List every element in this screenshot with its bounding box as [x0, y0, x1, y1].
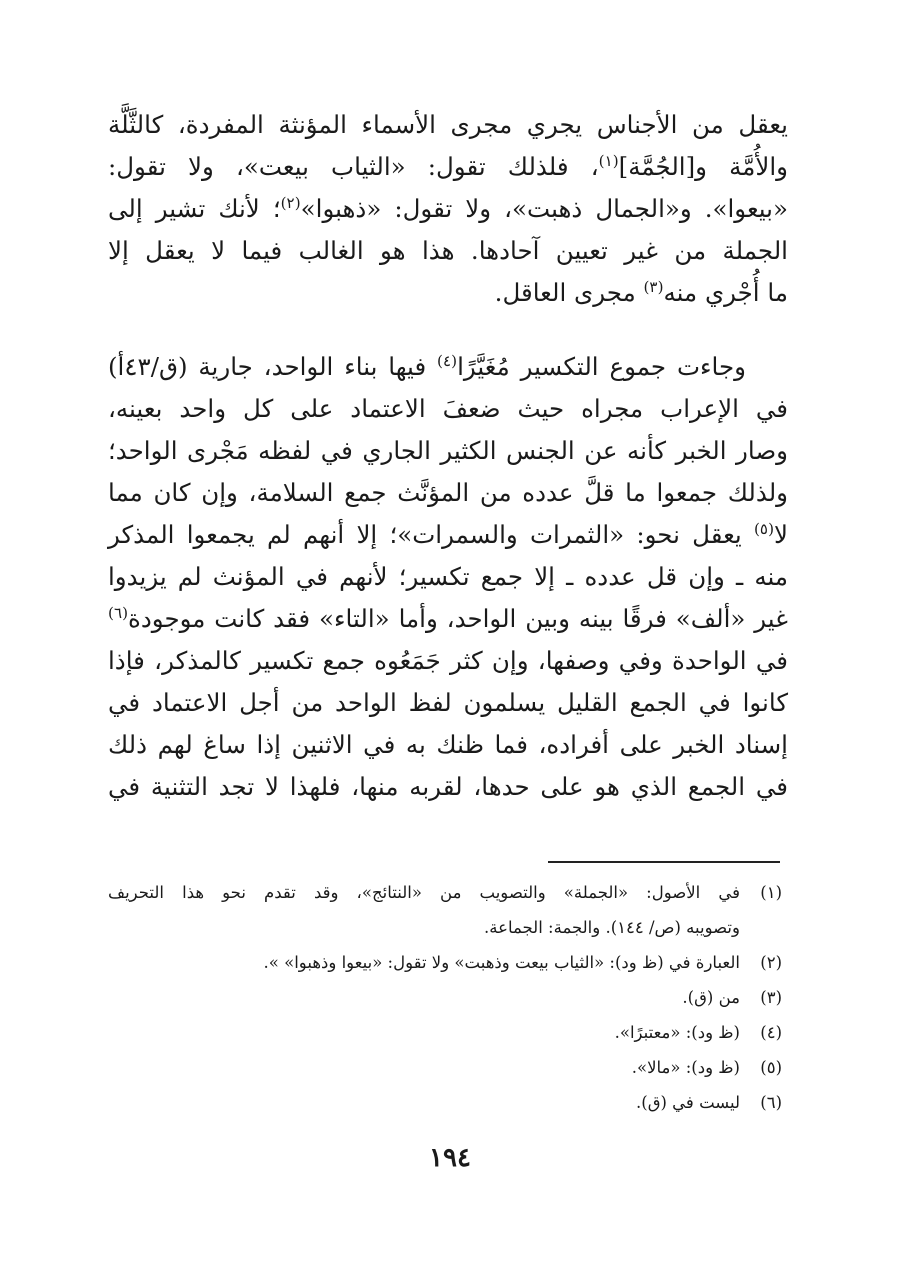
text-line: الجملة من غير تعيين آحادها. هذا هو الغالب فيما لا يعقل إلا — [108, 236, 788, 265]
footnote-number: (١) — [760, 883, 782, 902]
text-line: ما أُجْري منه$^{(٣)}$ مجرى العاقل. — [494, 277, 788, 307]
text-line: يعقل من الأجناس يجري مجرى الأسماء المؤنثة المفردة، كالثَّلَّة — [108, 110, 788, 139]
footnote-number: (٢) — [760, 953, 782, 972]
text-line: في الواحدة وفي وصفها، وإن كثر جَمَعُوه جمع تكسير كالمذكر، فإذا — [108, 646, 788, 675]
footnote-ref: (١) — [598, 151, 619, 170]
paragraph-2 — [108, 346, 788, 808]
footnote-ref: (٤) — [437, 351, 458, 370]
footnote-ref: (٢) — [280, 193, 301, 212]
text-line: لا$^{(٥)}$ يعقل نحو: «الثمرات والسمرات»؛ إلا أنهم لم يجمعوا المذكر — [108, 519, 788, 549]
footnote-text: (ظ ود): «معتبرًا». — [614, 1023, 740, 1042]
footnote-text: (ظ ود): «مالا». — [631, 1058, 740, 1077]
text-line: في الإعراب مجراه حيث ضعفَ الاعتماد على كل واحد بعينه، — [108, 394, 788, 423]
page-number: ١٩٤ — [429, 1143, 471, 1173]
footnote-ref: (٦) — [108, 603, 129, 622]
text-line: في الجمع الذي هو على حدها، لقربه منها، فلهذا لا تجد التثنية في — [108, 772, 788, 801]
text-line: منه ـ وإن قل عدده ـ إلا جمع تكسير؛ لأنهم في المؤنث لم يزيدوا — [108, 562, 788, 591]
main-text — [108, 104, 788, 808]
footnote-2 — [108, 945, 788, 980]
text-line: وصار الخبر كأنه عن الجنس الكثير الجاري في لفظه مَجْرى الواحد؛ — [108, 436, 788, 465]
footnote-4 — [108, 1015, 788, 1050]
footnote-number: (٦) — [760, 1093, 782, 1112]
footnote-text: ليست في (ق). — [636, 1093, 740, 1112]
paragraph-spacer — [108, 314, 788, 346]
footnote-text: في الأصول: «الجملة» والتصويب من «النتائج»، وقد تقدم نحو هذا التحريف — [108, 883, 740, 902]
footnote-text: العبارة في (ظ ود): «الثياب بيعت وذهبت» ولا تقول: «بيعوا وذهبوا» ». — [263, 953, 740, 972]
footnote-separator — [548, 861, 780, 863]
text-line: والأُمَّة و[الجُمَّة]$^{(١)}$، فلذلك تقول: «الثياب بيعت»، ولا تقول: — [108, 151, 788, 181]
footnotes — [108, 875, 788, 1120]
footnote-text: من (ق). — [682, 988, 740, 1007]
text-line: «بيعوا». و«الجمال ذهبت»، ولا تقول: «ذهبوا»$^{(٢)}$؛ لأنك تشير إلى — [108, 193, 788, 223]
footnote-1 — [108, 875, 788, 945]
paragraph-1 — [108, 104, 788, 314]
footnote-number: (٣) — [760, 988, 782, 1007]
text-line: إسناد الخبر على أفراده، فما ظنك به في الاثنين إذا ساغ لهم ذلك — [108, 730, 788, 759]
text-line: ولذلك جمعوا ما قلَّ عدده من المؤنَّث جمع السلامة، وإن كان مما — [108, 478, 788, 507]
text-line: كانوا في الجمع القليل يسلمون لفظ الواحد من أجل الاعتماد في — [108, 688, 788, 717]
text-line: وجاءت جموع التكسير مُغَيَّرًا$^{(٤)}$ فيها بناء الواحد، جارية (ق/٤٣أ) — [108, 351, 746, 381]
footnote-number: (٤) — [760, 1023, 782, 1042]
footnote-ref: (٣) — [643, 277, 664, 296]
footnote-text: وتصويبه (ص/ ١٤٤). والجمة: الجماعة. — [484, 918, 740, 937]
footnote-number: (٥) — [760, 1058, 782, 1077]
text-line: غير «ألف» فرقًا بينه وبين الواحد، وأما «التاء» فقد كانت موجودة$^{(٦)}$ — [108, 603, 788, 633]
footnote-3 — [108, 980, 788, 1015]
footnote-ref: (٥) — [753, 519, 775, 538]
footnote-5 — [108, 1050, 788, 1085]
footnote-6 — [108, 1085, 788, 1120]
